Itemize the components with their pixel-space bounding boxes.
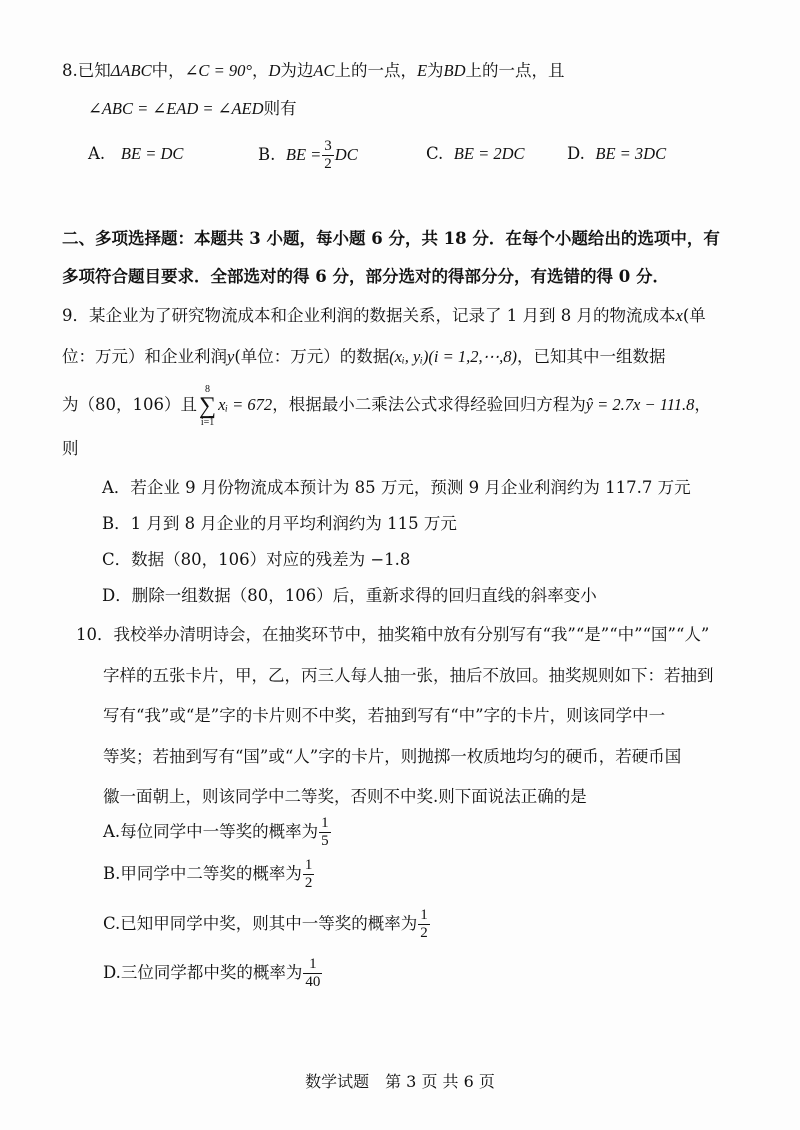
q8-option-b: B. BE = $\frac{3}{2}$ DC [258,138,358,172]
fraction-3-2: $\frac{3}{2}$ [324,138,332,172]
page-footer: 数学试题 第 3 页 共 6 页 [305,1072,495,1091]
summation-symbol: 8 ∑ i=1 [199,383,217,428]
q10-line4: 等奖；若抽到写有“国”或“人”字的卡片，则抛掷一枚质地均匀的硬币，若硬币国 [103,747,682,766]
q9-option-d: D．删除一组数据（80，106）后，重新求得的回归直线的斜率变小 [102,586,597,605]
q9-option-b: B．1 月到 8 月企业的月平均利润约为 115 万元 [102,514,457,533]
fraction-1-2: $\frac{1}{2}$ [420,907,428,941]
q8-line2: ∠ABC = ∠EAD = ∠AED则有 [88,99,297,118]
q10-option-c: C.已知甲同学中奖，则其中一等奖的概率为 $\frac{1}{2}$ [103,907,428,941]
q9-option-c: C．数据（80，106）对应的残差为 −1.8 [102,550,411,569]
q10-option-b: B.甲同学中二等奖的概率为 $\frac{1}{2}$ [103,857,313,891]
fraction-1-2: $\frac{1}{2}$ [304,857,313,891]
q10-line1: 10．我校举办清明诗会，在抽奖环节中，抽奖箱中放有分别写有“我”“是”“中”“国”“人” [76,625,710,644]
q9-line1: 9．某企业为了研究物流成本和企业利润的数据关系，记录了 1 月到 8 月的物流成本x(单 [62,306,706,325]
q9-line4: 则 [62,439,79,458]
fraction-1-5: $\frac{1}{5}$ [321,815,329,849]
section2-title-line1: 二、多项选择题：本题共 3 小题，每小题 6 分，共 18 分．在每个小题给出的选项中，有 [62,229,720,248]
q10-option-d: D.三位同学都中奖的概率为 $\frac{1}{40}$ [103,956,321,990]
q10-line5: 徽一面朝上，则该同学中二等奖，否则不中奖.则下面说法正确的是 [103,787,587,806]
q8-option-c: C. BE = 2DC [426,144,525,163]
q10-line2: 字样的五张卡片，甲，乙，丙三人每人抽一张，抽后不放回。抽奖规则如下：若抽到 [103,666,714,685]
q10-line3: 写有“我”或“是”字的卡片则不中奖，若抽到写有“中”字的卡片，则该同学中一 [103,706,666,725]
fraction-1-40: $\frac{1}{40}$ [305,956,321,990]
q8-option-d: D. BE = 3DC [567,144,667,163]
q9-line2: 位：万元）和企业利润y(单位：万元）的数据(xᵢ, yᵢ)(i = 1,2,⋯,8)，已知其中一组数据 [62,347,666,366]
q10-option-a: A.每位同学中一等奖的概率为 $\frac{1}{5}$ [103,815,329,849]
q8-line1: 8.已知ΔABC中，∠C = 90°，D为边AC上的一点，E为BD上的一点，且 [62,61,565,80]
q9-option-a: A．若企业 9 月份物流成本预计为 85 万元，预测 9 月企业利润约为 117.7 万元 [102,478,691,497]
q8-option-a: A. BE = DC [88,144,184,163]
section2-title-line2: 多项符合题目要求．全部选对的得 6 分，部分选对的得部分分，有选错的得 0 分． [62,267,669,286]
q9-line3: 为（80，106）且 8 ∑ i=1 xᵢ = 672，根据最小二乘法公式求得经验回归方程为ŷ = 2.7x − 111.8， [62,383,711,428]
